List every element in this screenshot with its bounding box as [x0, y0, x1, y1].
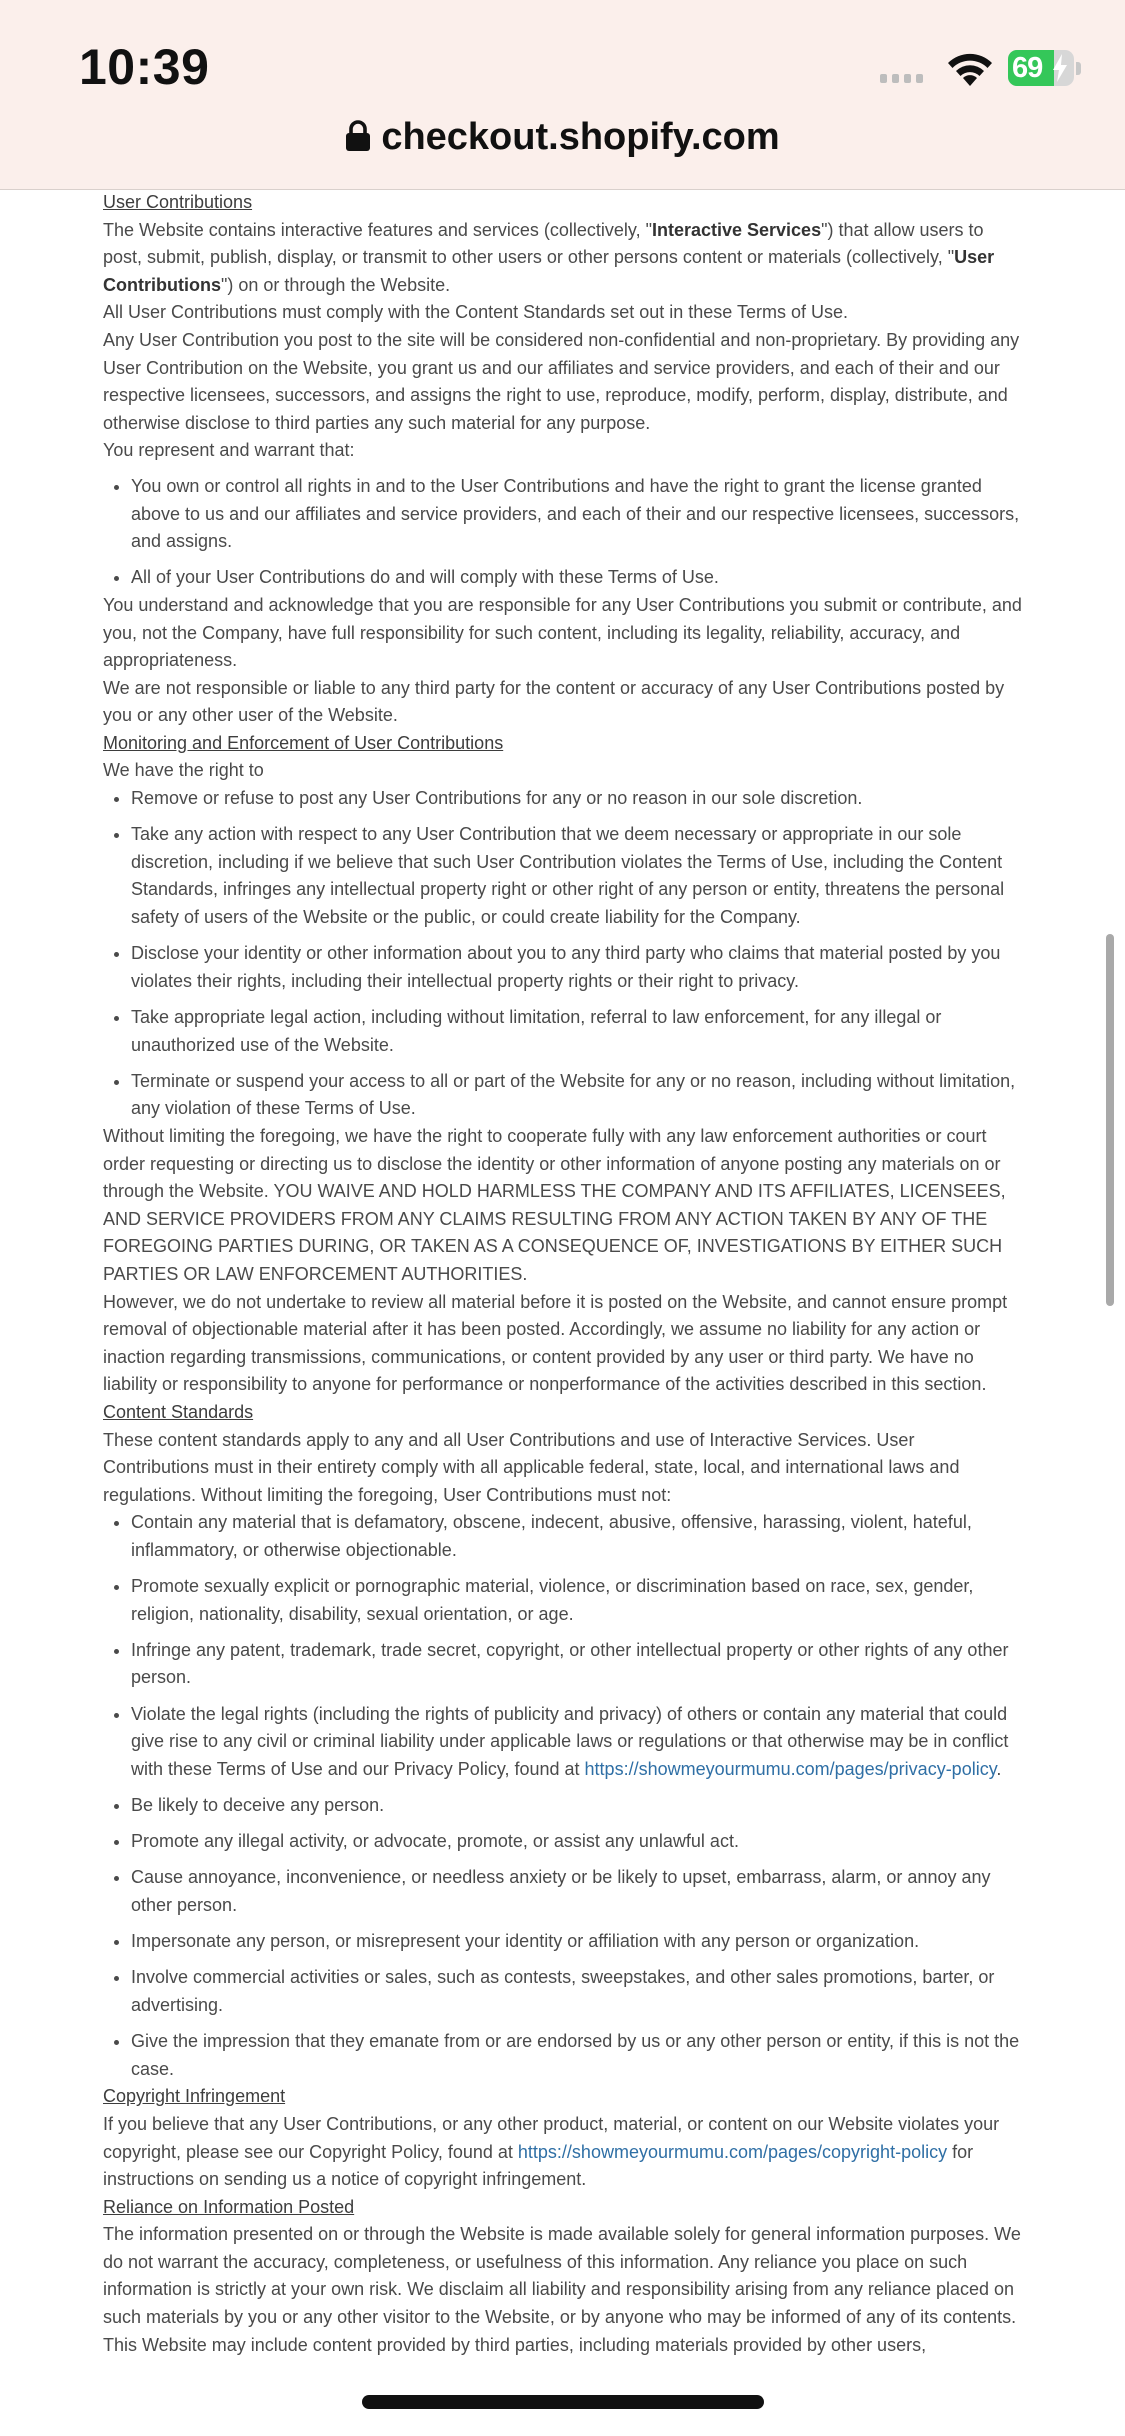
status-time: 10:39 [79, 39, 210, 95]
url-text[interactable]: checkout.shopify.com [381, 116, 780, 158]
copyright-policy-link[interactable]: https://showmeyourmumu.com/pages/copyright-policy [517, 2141, 948, 2162]
list-item: • Contain any material that is defamatory, obscene, indecent, abusive, offensive, harassing, violent, hateful, inflammatory, or otherwise objectionable. [131, 1509, 1023, 1564]
list-item: • Cause annoyance, inconvenience, or needless anxiety or be likely to upset, embarrass, alarm, or annoy any other person. [131, 1864, 1023, 1919]
home-indicator[interactable] [362, 2395, 764, 2409]
wifi-icon [944, 48, 996, 88]
list-item: • Take appropriate legal action, including without limitation, referral to law enforcement, for any illegal or unauthorized use of the Website. [131, 1004, 1023, 1059]
section-heading-copyright: Copyright Infringement [103, 2086, 286, 2107]
copyright-paragraph: If you believe that any User Contributions, or any other product, material, or content on our Website violates your copyright, please see our Copyright Policy, found at https://showmeyourmumu.com/pages/copyright-policy for instructions on sending us a notice of copyright infringement. [103, 2113, 1000, 2190]
user-contributions-intro: The Website contains interactive features and services (collectively, "Interactive Services") that allow users to post, submit, publish, display, or transmit to other users or other persons content or materials (collectively, "User Contributions") on or through the Website. [103, 219, 995, 295]
list-item: • Involve commercial activities or sales, such as contests, sweepstakes, and other sales promotions, barter, or advertising. [131, 1964, 1023, 2019]
address-bar[interactable] [0, 116, 1125, 159]
paragraph: These content standards apply to any and all User Contributions and use of Interactive Services. User Contributions must in their entirety comply with all applicable federal, state, local, and international laws and regulations. Without limiting the foregoing, User Contributions must not: [103, 1429, 960, 1505]
battery-cap [1076, 62, 1081, 75]
list-item: • You own or control all rights in and to the User Contributions and have the right to grant the license granted above to us and our affiliates and service providers, and each of their and our respective licensees, successors, and assigns. [131, 473, 1023, 556]
list-item: • Be likely to deceive any person. [131, 1792, 1023, 1820]
paragraph: The information presented on or through the Website is made available solely for general information purposes. We do not warrant the accuracy, completeness, or usefulness of this information. Any reliance you place on such information is strictly at your own risk. We disclaim all liability and responsibility arising from any reliance placed on such materials by you or any other visitor to the Website, or by anyone who may be informed of any of its contents. [103, 2224, 1021, 2328]
cellular-signal-icon [880, 74, 923, 83]
browser-top-bar [0, 0, 1125, 190]
list-item: • Infringe any patent, trademark, trade secret, copyright, or other intellectual property or other rights of any other person. [131, 1637, 1023, 1692]
list-item: • Promote any illegal activity, or advocate, promote, or assist any unlawful act. [131, 1828, 1023, 1856]
paragraph: We have the right to [103, 760, 264, 781]
list-item: • Take any action with respect to any User Contribution that we deem necessary or appropriate in our sole discretion, including if we believe that such User Contribution violates the Terms of Use, including the Content Standards, infringes any intellectual property right or other right of any person or entity, threatens the personal safety of users of the Website or the public, or could create liability for the Company. [131, 821, 1023, 931]
list-item: • All of your User Contributions do and will comply with these Terms of Use. [131, 564, 1023, 592]
paragraph: You understand and acknowledge that you are responsible for any User Contributions you submit or contribute, and you, not the Company, have full responsibility for such content, including its legality, reliability, accuracy, and appropriateness. [103, 594, 1022, 671]
list-item: • Impersonate any person, or misrepresent your identity or affiliation with any person or organization. [131, 1928, 1023, 1956]
list-item: • Give the impression that they emanate from or are endorsed by us or any other person or entity, if this is not the case. [131, 2028, 1023, 2083]
section-heading-monitoring: Monitoring and Enforcement of User Contributions [103, 732, 504, 753]
lock-icon [345, 120, 371, 152]
terms-content [103, 189, 1023, 2359]
battery-percent: 69 [1012, 52, 1043, 84]
paragraph: However, we do not undertake to review all material before it is posted on the Website, and cannot ensure prompt removal of objectionable material after it has been posted. Accordingly, we assume no liability for any action or inaction regarding transmissions, communications, or content provided by any user or third party. We have no liability or responsibility to anyone for performance or nonperformance of the activities described in this section. [103, 1291, 1008, 1395]
paragraph: You represent and warrant that: [103, 440, 355, 461]
content-standards-list [103, 1509, 1023, 2083]
paragraph: All User Contributions must comply with the Content Standards set out in these Terms of Use. [103, 302, 849, 323]
rights-list [103, 785, 1023, 1123]
paragraph: This Website may include content provided by third parties, including materials provided by other users, [103, 2334, 927, 2355]
section-heading-content-standards: Content Standards [103, 1401, 254, 1422]
battery-icon [1008, 50, 1074, 86]
list-item: • Remove or refuse to post any User Contributions for any or no reason in our sole discretion. [131, 785, 1023, 813]
warranties-list [103, 473, 1023, 592]
paragraph: Any User Contribution you post to the site will be considered non-confidential and non-proprietary. By providing any User Contribution on the Website, you grant us and our affiliates and service providers, and each of their and our respective licensees, successors, and assigns the right to use, reproduce, modify, perform, display, distribute, and otherwise disclose to third parties any such material for any purpose. [103, 329, 1020, 433]
scrollbar-thumb[interactable] [1106, 934, 1114, 1306]
list-item-privacy: • Violate the legal rights (including the rights of publicity and privacy) of others or contain any material that could give rise to any civil or criminal liability under applicable laws or regulations or that otherwise may be in conflict with these Terms of Use and our Privacy Policy, found at https://showmeyourmumu.com/pages/privacy-policy. [131, 1701, 1023, 1784]
section-heading-user-contributions: User Contributions [103, 192, 253, 212]
list-item: • Disclose your identity or other information about you to any third party who claims that material posted by you violates their rights, including their intellectual property rights or their right to privacy. [131, 940, 1023, 995]
list-item: • Promote sexually explicit or pornographic material, violence, or discrimination based on race, sex, gender, religion, nationality, disability, sexual orientation, or age. [131, 1573, 1023, 1628]
section-heading-reliance: Reliance on Information Posted [103, 2196, 355, 2217]
paragraph: We are not responsible or liable to any third party for the content or accuracy of any User Contributions posted by you or any other user of the Website. [103, 677, 1005, 726]
privacy-policy-link[interactable]: https://showmeyourmumu.com/pages/privacy-policy [584, 1758, 997, 1779]
paragraph: Without limiting the foregoing, we have the right to cooperate fully with any law enforcement authorities or court order requesting or directing us to disclose the identity or other information of anyone posting any materials on or through the Website. YOU WAIVE AND HOLD HARMLESS THE COMPANY AND ITS AFFILIATES, LICENSEES, AND SERVICE PROVIDERS FROM ANY CLAIMS RESULTING FROM ANY ACTION TAKEN BY ANY OF THE FOREGOING PARTIES DURING, OR TAKEN AS A CONSEQUENCE OF, INVESTIGATIONS BY EITHER SUCH PARTIES OR LAW ENFORCEMENT AUTHORITIES. [103, 1125, 1006, 1284]
charging-bolt-icon [1052, 54, 1068, 82]
list-item: • Terminate or suspend your access to all or part of the Website for any or no reason, including without limitation, any violation of these Terms of Use. [131, 1068, 1023, 1123]
